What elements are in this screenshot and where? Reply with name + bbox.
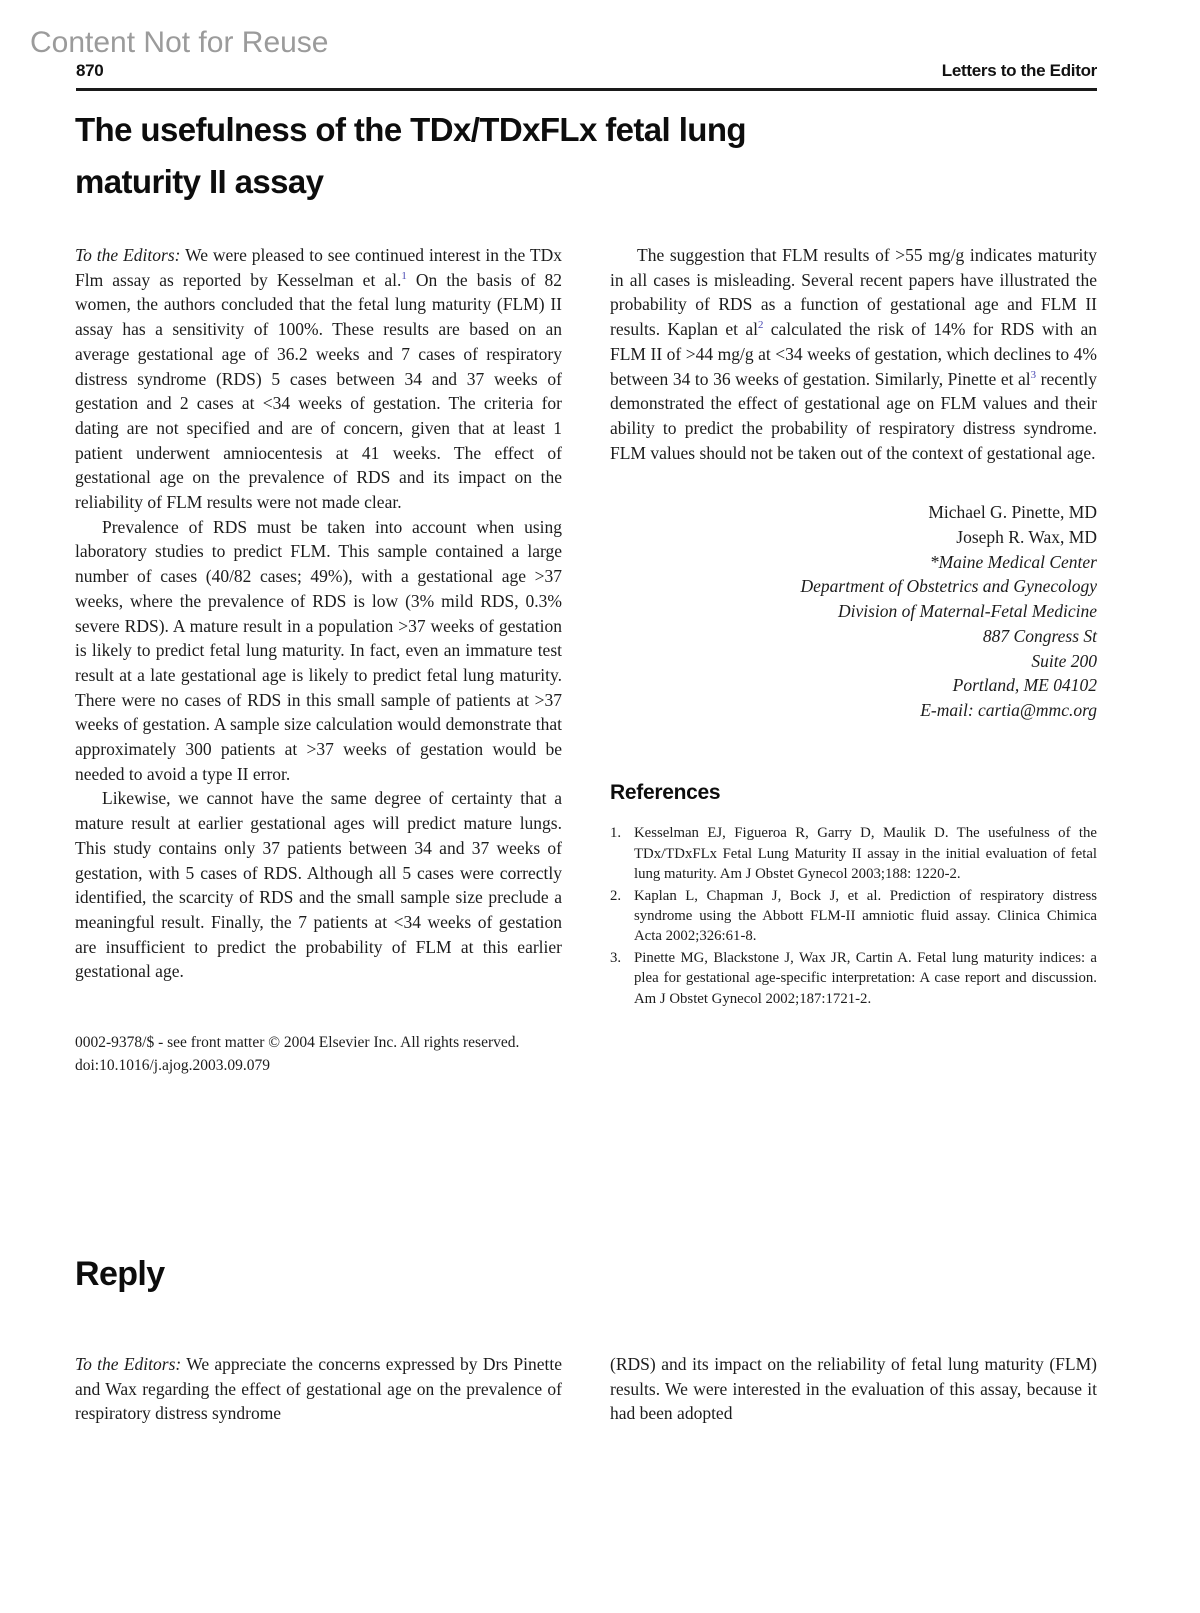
paragraph-text: calculated the risk of 14% for RDS with an FLM II of >44 mg/g at <34 weeks of gestation, which declines to 4% between 34 to 36 weeks of gestation. Similarly, Pinette et al [610,319,1097,389]
header-rule [76,88,1097,91]
author-affiliation: Department of Obstetrics and Gynecology [800,576,1097,597]
reply-left-column [75,1352,562,1426]
reply-right-column [610,1352,1097,1426]
reply-paragraph-left [75,1352,562,1426]
reply-paragraph-right: (RDS) and its impact on the reliability of fetal lung maturity (FLM) results. We were interested in the evaluation of this assay, because it had been adopted [610,1354,1097,1424]
reply-heading: Reply [75,1255,165,1293]
reference-number: 2. [610,887,622,904]
author-affiliation: *Maine Medical Center [929,551,1097,572]
front-matter [75,1031,562,1077]
paragraph-text: We were pleased to see continued interest in the TDx Flm assay as reported by Kesselman et al. [75,245,562,290]
salutation: To the Editors: [75,1354,182,1374]
reference-text: Kaplan L, Chapman J, Bock J, et al. Prediction of respiratory distress syndrome using the Abbott FLM-II amniotic fluid assay. Clinica Chimica Acta 2002;326:61-8. [634,887,1097,945]
reference-item [610,886,1097,947]
reference-number: 1. [610,825,622,842]
paragraph-text: recently demonstrated the effect of gestational age on FLM values and their ability to predict the probability of respiratory distress syndrome. FLM values should not be taken out of the context of gestational age. [610,368,1097,463]
reference-list [610,823,1097,1009]
watermark-text: Content Not for Reuse [30,26,329,59]
running-title: Letters to the Editor [941,61,1097,80]
article-title-line1: The usefulness of the TDx/TDxFLx fetal lung [75,111,746,148]
letter-paragraph-2: Prevalence of RDS must be taken into account when using laboratory studies to predict FLM. This sample contained a large number of cases (40/82 cases; 49%), with a gestational age >37 weeks, where the prevalence of RDS is low (3% mild RDS, 0.3% severe RDS). A mature result in a population >37 weeks of gestation is likely to predict fetal lung maturity. In fact, even an immature test result at a late gestational age is likely to predict fetal lung maturity. There were no cases of RDS in this small sample of patients at >37 weeks of gestation. A sample size calculation would demonstrate that approximately 300 patients at >37 weeks of gestation would be needed to avoid a type II error. [75,516,562,784]
reference-item [610,948,1097,1009]
reference-text: Kesselman EJ, Figueroa R, Garry D, Maulik D. The usefulness of the TDx/TDxFLx Fetal Lung Maturity II assay in the initial evaluation of fetal lung maturity. Am J Obstet Gynecol 2003;188: 1220-2. [634,825,1097,883]
article-title-line2: maturity II assay [75,163,324,200]
salutation: To the Editors: [75,245,181,265]
paragraph-text: On the basis of 82 women, the authors concluded that the fetal lung maturity (FLM) II assay has a sensitivity of 100%. These results are based on an average gestational age of 36.2 weeks and 7 cases of respiratory distress syndrome (RDS) 5 cases between 34 and 37 weeks of gestation and 2 cases at <34 weeks of gestation. The criteria for dating are not specified and are of concern, given that at least 1 patient underwent amniocentesis at 41 weeks. The effect of gestational age on the prevalence of RDS and its impact on the reliability of FLM results were not made clear. [75,269,562,513]
author-affiliation: Suite 200 [1031,650,1097,671]
reference-text: Pinette MG, Blackstone J, Wax JR, Cartin A. Fetal lung maturity indices: a plea for gestational age-specific interpretation: A case report and discussion. Am J Obstet Gynecol 2002;187:1721-2. [634,949,1097,1007]
letter-paragraph-4 [610,243,1097,465]
reference-citation-1[interactable]: 1 [401,269,407,282]
reference-number: 3. [610,949,622,966]
doi-line: doi:10.1016/j.ajog.2003.09.079 [75,1057,271,1075]
author-name: Michael G. Pinette, MD [928,502,1097,523]
author-name: Joseph R. Wax, MD [956,527,1097,548]
running-header [76,61,1097,81]
letter-right-column [610,243,1097,1010]
letter-left-column [75,243,562,1077]
paragraph-text: We appreciate the concerns expressed by Drs Pinette and Wax regarding the effect of gestational age on the prevalence of respiratory distress syndrome [75,1354,562,1424]
reference-citation-2[interactable]: 2 [757,319,764,332]
copyright-line: 0002-9378/$ - see front matter © 2004 Elsevier Inc. All rights reserved. [75,1034,520,1052]
author-block [610,500,1097,722]
author-affiliation: Division of Maternal-Fetal Medicine [837,601,1097,622]
paragraph-text: The suggestion that FLM results of >55 mg/g indicates maturity in all cases is misleading. Several recent papers have illustrated the probability of RDS as a function of gestational age and FLM II results. Kaplan et al [610,245,1097,340]
author-affiliation: Portland, ME 04102 [952,675,1097,696]
page-number: 870 [76,61,104,80]
author-affiliation: 887 Congress St [982,625,1097,646]
letter-paragraph-3: Likewise, we cannot have the same degree of certainty that a mature result at earlier gestational ages will predict mature lungs. This study contains only 37 patients between 34 and 37 weeks of gestation, with 5 cases of RDS. Although all 5 cases were correctly identified, the scarcity of RDS and the small sample size preclude a meaningful result. Finally, the 7 patients at <34 weeks of gestation are insufficient to predict the probability of FLM at this earlier gestational age. [75,788,562,982]
author-email: E-mail: cartia@mmc.org [920,699,1097,720]
references-heading: References [610,780,721,804]
letter-paragraph-1 [75,243,562,515]
reference-citation-3[interactable]: 3 [1030,368,1037,381]
article-title [75,104,975,208]
reference-item [610,823,1097,884]
